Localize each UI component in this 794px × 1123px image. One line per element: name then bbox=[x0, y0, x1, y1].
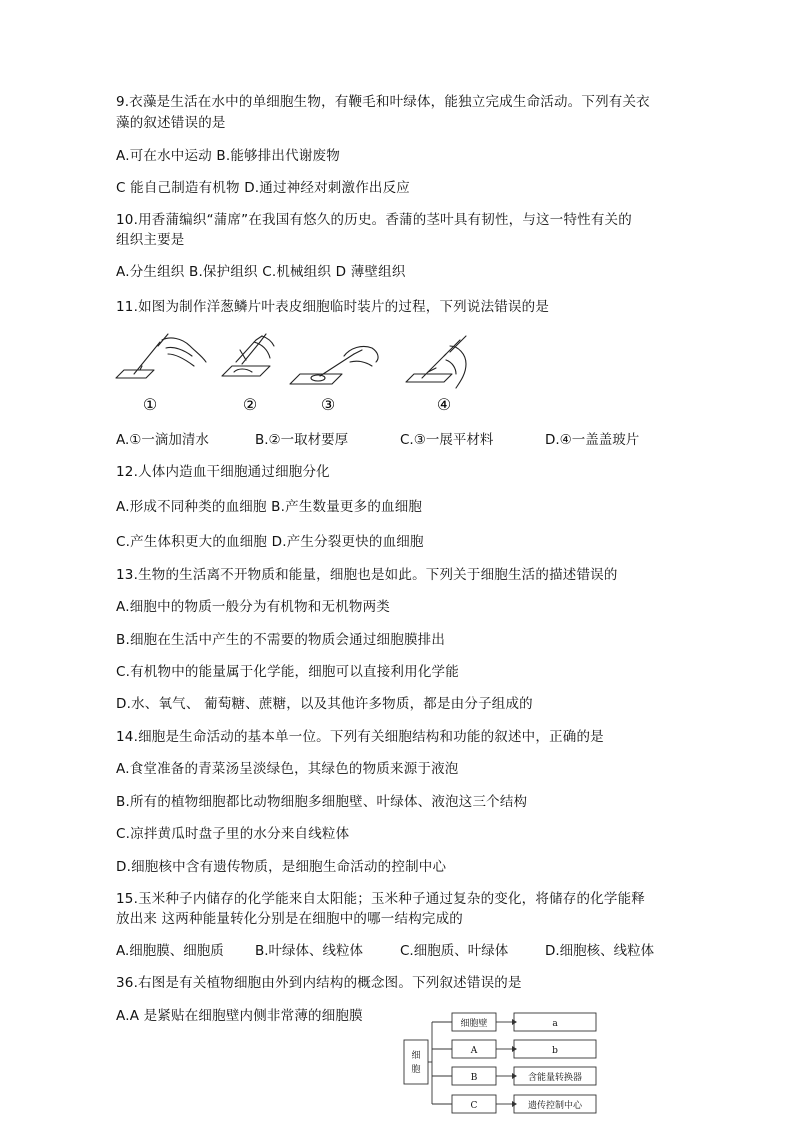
right-box-a: a bbox=[552, 1019, 558, 1029]
q12-options-ab: A.形成不同种类的血细胞 B.产生数量更多的血细胞 bbox=[116, 499, 423, 515]
left-box-cell-wall: 细胞壁 bbox=[460, 1019, 488, 1029]
q14-stem: 14.细胞是生命活动的基本单一位。下列有关细胞结构和功能的叙述中，正确的是 bbox=[116, 729, 604, 745]
tweezers-step-illustration bbox=[222, 334, 274, 376]
q11-option-c: C.③一展平材料 bbox=[400, 432, 494, 448]
q14-option-a: A.食堂准备的青菜汤呈淡绿色，其绿色的物质来源于液泡 bbox=[116, 761, 459, 777]
q9-options-ab: A.可在水中运动 B.能够排出代谢废物 bbox=[116, 148, 340, 164]
left-box-a: A bbox=[470, 1046, 478, 1056]
arrow-head bbox=[512, 1019, 517, 1025]
q9-stem-line2: 藻的叙述错误的是 bbox=[116, 115, 226, 131]
step-caption-3: ③ bbox=[320, 395, 336, 414]
dropper-step-illustration bbox=[116, 334, 206, 378]
step-caption-1: ① bbox=[142, 395, 158, 414]
q15-stem-line2: 放出来 这两种能量转化分别是在细胞中的哪一结构完成的 bbox=[116, 911, 463, 927]
q13-stem: 13.生物的生活离不开物质和能量，细胞也是如此。下列关于细胞生活的描述错误的 bbox=[116, 567, 618, 583]
step-caption-2: ② bbox=[242, 395, 258, 414]
q10-stem-line1: 10.用香蒲编织“蒲席”在我国有悠久的历史。香蒲的茎叶具有韧性，与这一特性有关的 bbox=[116, 212, 632, 228]
q9-stem-line1: 9.衣藻是生活在水中的单细胞生物，有鞭毛和叶绿体，能独立完成生命活动。下列有关衣 bbox=[116, 94, 650, 110]
q10-stem-line2: 组织主要是 bbox=[116, 232, 185, 248]
root-box bbox=[404, 1040, 428, 1084]
q14-option-c: C.凉拌黄瓜时盘子里的水分来自线粒体 bbox=[116, 826, 350, 842]
q36-option-a: A.A 是紧贴在细胞壁内侧非常薄的细胞膜 bbox=[116, 1008, 363, 1024]
right-box-genetic-control-center: 遗传控制中心 bbox=[527, 1101, 583, 1111]
q15-stem-line1: 15.玉米种子内储存的化学能来自太阳能；玉米种子通过复杂的变化，将储存的化学能释 bbox=[116, 891, 645, 907]
q13-option-a: A.细胞中的物质一般分为有机物和无机物两类 bbox=[116, 599, 390, 615]
q12-stem: 12.人体内造血干细胞通过细胞分化 bbox=[116, 464, 330, 480]
q15-option-b: B.叶绿体、线粒体 bbox=[255, 943, 364, 959]
q12-options-cd: C.产生体积更大的血细胞 D.产生分裂更快的血细胞 bbox=[116, 534, 424, 550]
step-caption-4: ④ bbox=[436, 395, 452, 414]
q10-options: A.分生组织 B.保护组织 C.机械组织 D 薄壁组织 bbox=[116, 264, 406, 280]
right-box-energy-converter: 含能量转换器 bbox=[527, 1073, 583, 1083]
arrow-head bbox=[512, 1101, 517, 1107]
plant-cell-concept-diagram bbox=[400, 1008, 622, 1116]
left-box-c: C bbox=[470, 1101, 478, 1111]
q11-option-b: B.②一取材要厚 bbox=[255, 432, 349, 448]
q15-option-c: C.细胞质、叶绿体 bbox=[400, 943, 509, 959]
right-box-b: b bbox=[552, 1046, 558, 1056]
q11-stem: 11.如图为制作洋葱鳞片叶表皮细胞临时装片的过程，下列说法错误的是 bbox=[116, 299, 550, 315]
q15-option-a: A.细胞膜、细胞质 bbox=[116, 943, 224, 959]
q11-option-d: D.④一盖盖玻片 bbox=[545, 432, 640, 448]
q36-stem: 36.右图是有关植物细胞由外到内结构的概念图。下列叙述错误的是 bbox=[116, 975, 522, 991]
q13-option-d: D.水、氧气、 葡萄糖、蔗糖，以及其他许多物质，都是由分子组成的 bbox=[116, 696, 533, 712]
q13-option-b: B.细胞在生活中产生的不需要的物质会通过细胞膜排出 bbox=[116, 632, 446, 648]
coverslip-step-illustration bbox=[406, 336, 466, 388]
q9-options-cd: C 能自己制造有机物 D.通过神经对刺激作出反应 bbox=[116, 180, 410, 196]
q14-option-d: D.细胞核中含有遗传物质，是细胞生命活动的控制中心 bbox=[116, 859, 447, 875]
arrow-head bbox=[512, 1046, 517, 1052]
q14-option-b: B.所有的植物细胞都比动物细胞多细胞壁、叶绿体、液泡这三个结构 bbox=[116, 794, 528, 810]
arrow-head bbox=[512, 1073, 517, 1079]
q11-option-a: A.①一滴加清水 bbox=[116, 432, 209, 448]
left-box-b: B bbox=[470, 1073, 478, 1083]
root-label-2: 胞 bbox=[411, 1065, 421, 1075]
q15-option-d: D.细胞核、线粒体 bbox=[545, 943, 655, 959]
needle-step-illustration bbox=[290, 346, 378, 384]
q13-option-c: C.有机物中的能量属于化学能，细胞可以直接利用化学能 bbox=[116, 664, 459, 680]
root-label-1: 细 bbox=[411, 1051, 421, 1061]
slide-preparation-figure bbox=[110, 332, 490, 414]
